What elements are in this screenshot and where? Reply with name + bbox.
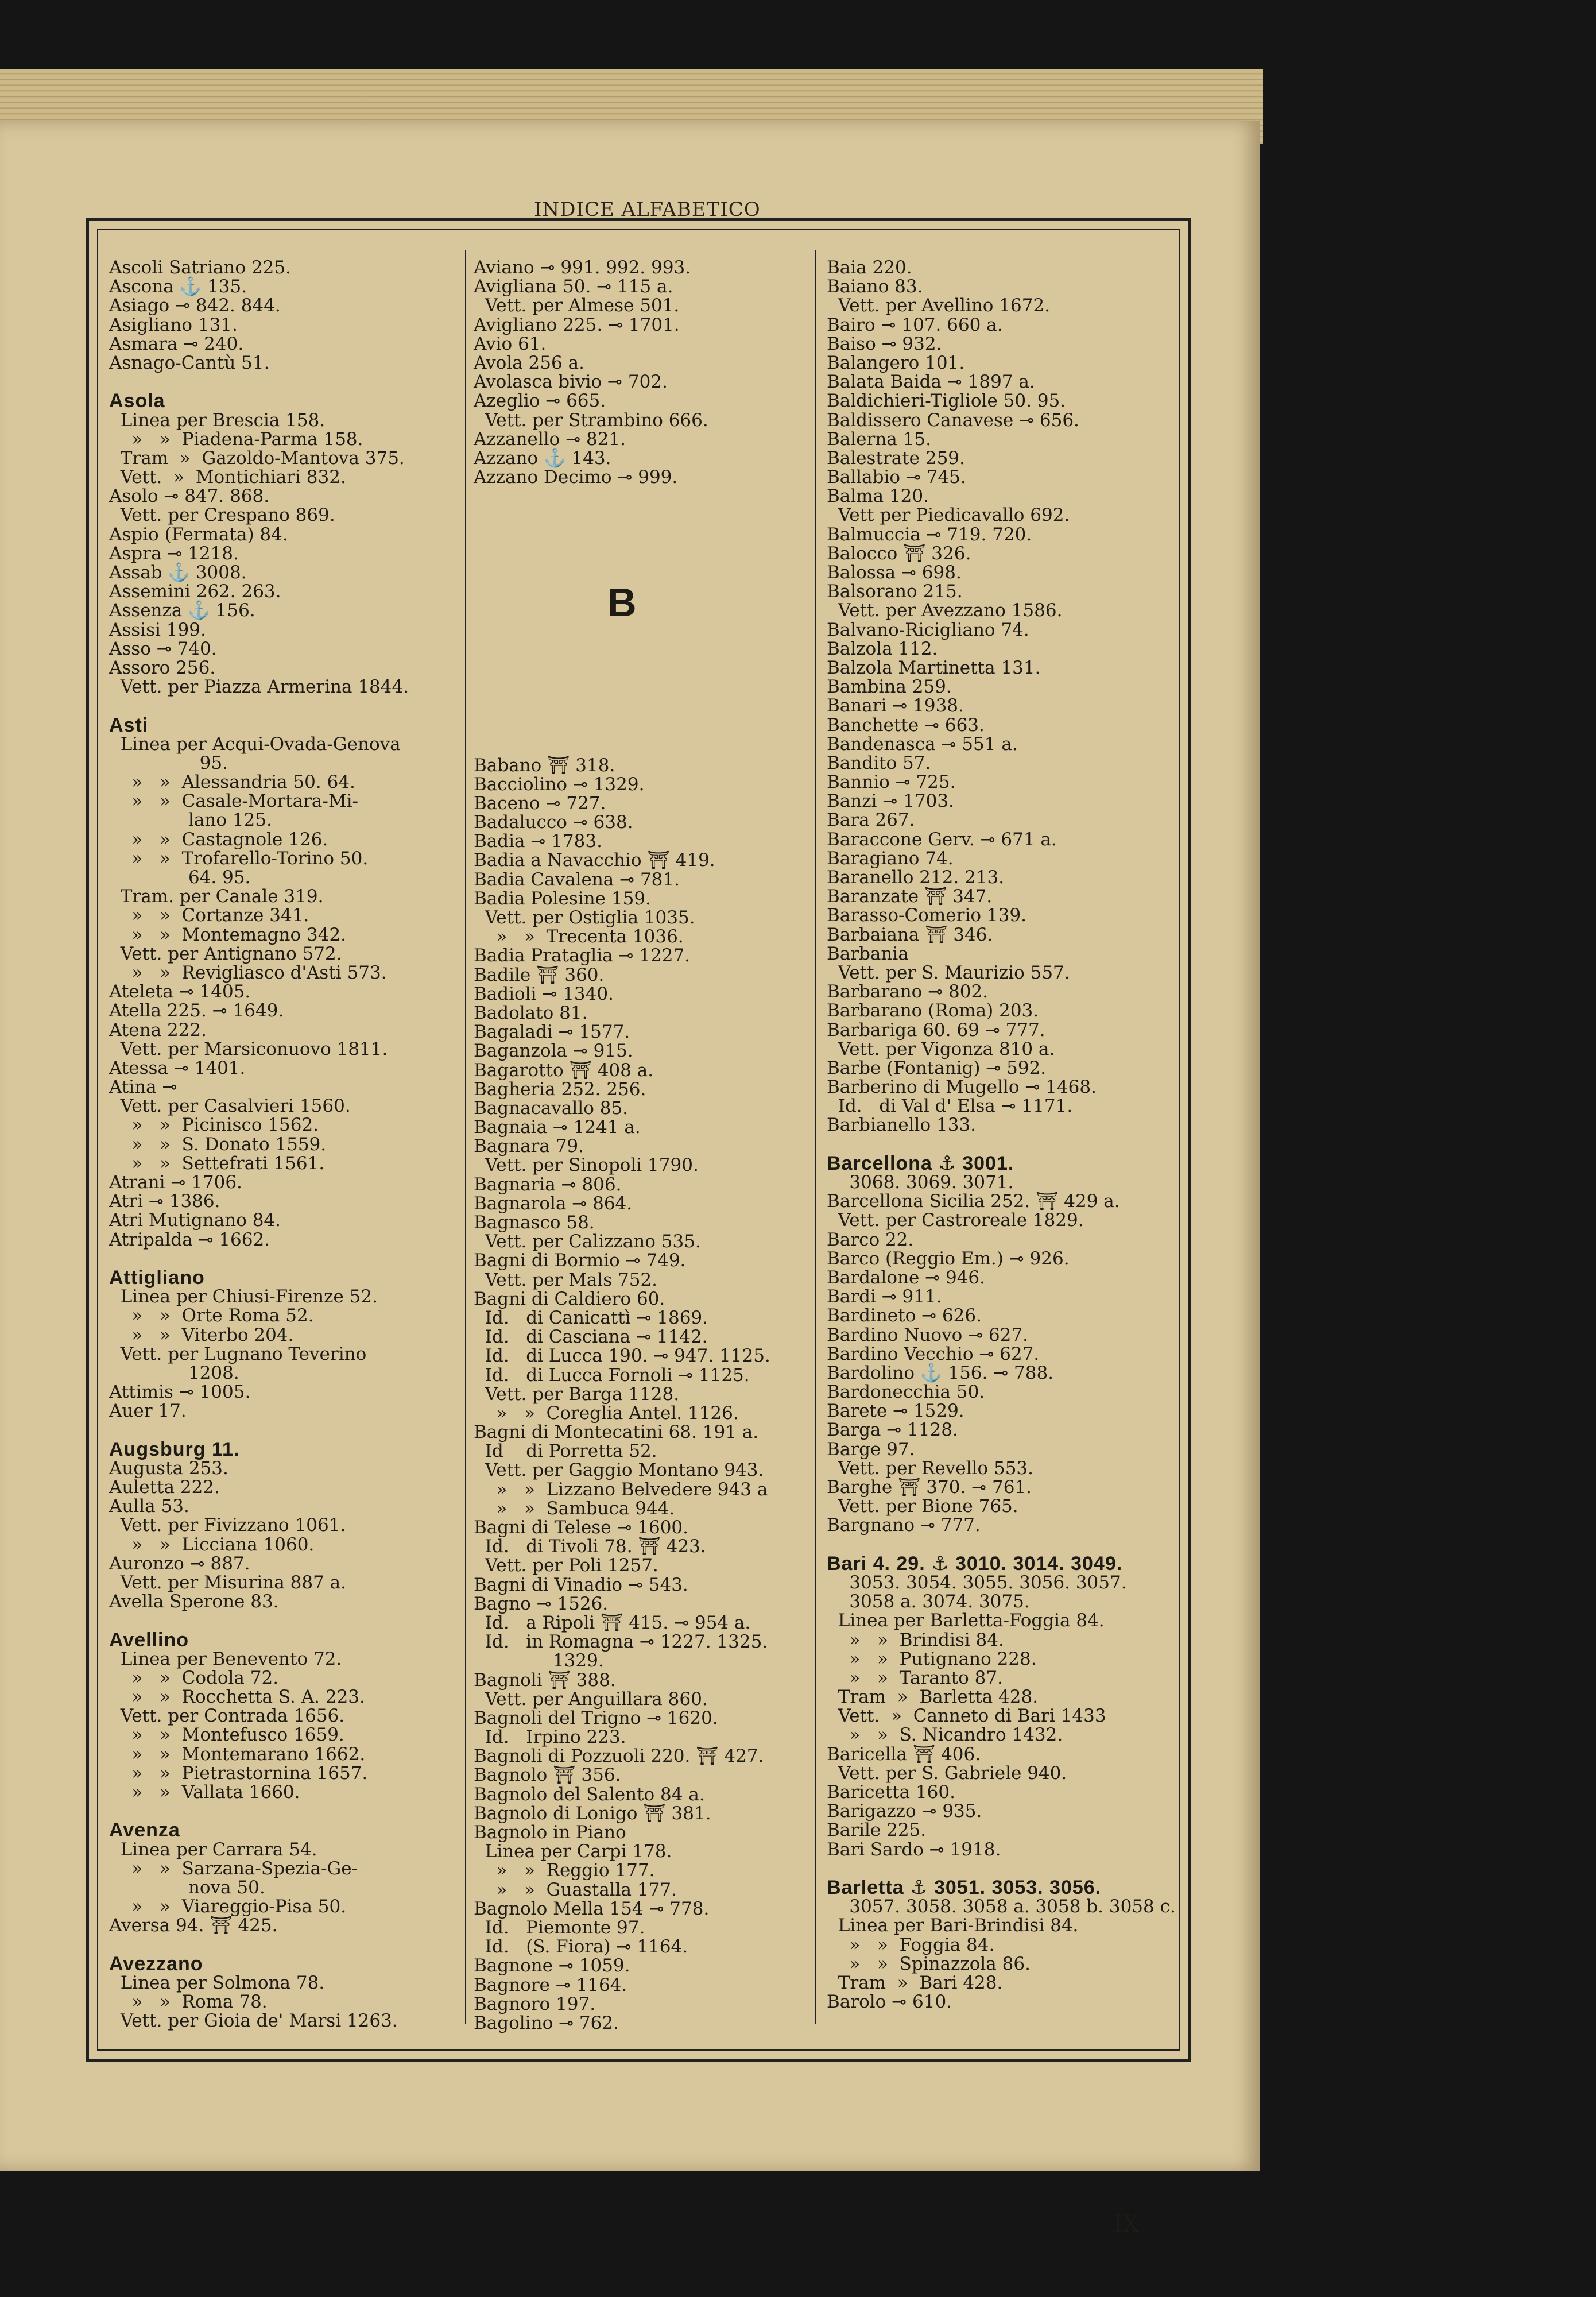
index-entry: Balzola 112. [827, 638, 938, 659]
index-entry: Id. Piemonte 97. [474, 1917, 645, 1938]
index-entry: Bandenasca ⊸ 551 a. [827, 733, 1018, 755]
index-entry: » » Vallata 1660. [109, 1782, 300, 1803]
index-entry: » » Taranto 87. [827, 1667, 1003, 1688]
spacer [474, 622, 770, 641]
index-entry: » » Brindisi 84. [827, 1629, 1004, 1650]
spacer [474, 699, 770, 718]
index-entry: Bagnoli di Pozzuoli 220. ⛩ 427. [474, 1746, 764, 1767]
index-entry: Bagnone ⊸ 1059. [474, 1955, 630, 1977]
index-entry: Bargnano ⊸ 777. [827, 1515, 981, 1536]
index-entry: 3058 a. 3074. 3075. [827, 1591, 1030, 1612]
index-entry: Avella Sperone 83. [109, 1591, 279, 1612]
index-entry: Aspio (Fermata) 84. [109, 524, 288, 545]
index-entry: Baraccone Gerv. ⊸ 671 a. [827, 829, 1057, 850]
page-number: IX [1114, 2211, 1140, 2237]
index-entry: » » Coreglia Antel. 1126. [474, 1402, 739, 1424]
index-entry: Vett. per Avezzano 1586. [827, 600, 1063, 621]
spacer [109, 1250, 409, 1269]
index-entry: Avigliana 50. ⊸ 115 a. [474, 276, 673, 297]
column-divider [465, 250, 466, 2024]
spacer [109, 1802, 409, 1821]
index-entry: » » Codola 72. [109, 1667, 279, 1688]
index-entry: Vett per Piedicavallo 692. [827, 505, 1070, 526]
index-entry: » » Licciana 1060. [109, 1534, 315, 1555]
index-entry: Asiago ⊸ 842. 844. [109, 295, 281, 316]
index-entry: Bagnolo di Lonigo ⛩ 381. [474, 1803, 711, 1824]
index-column-1 [109, 258, 409, 2031]
index-entry: » » Settefrati 1561. [109, 1153, 325, 1174]
index-entry: Bagno ⊸ 1526. [474, 1593, 609, 1614]
index-entry: Asmara ⊸ 240. [109, 333, 244, 354]
index-heading: Avezzano [109, 1952, 203, 1975]
index-entry: 3068. 3069. 3071. [827, 1172, 1014, 1193]
index-entry: Asnago-Cantù 51. [109, 352, 270, 373]
index-entry: Barbarano ⊸ 802. [827, 981, 989, 1003]
index-entry: Barete ⊸ 1529. [827, 1401, 964, 1422]
index-entry: Avigliano 225. ⊸ 1701. [474, 314, 680, 335]
index-entry: Vett. per Poli 1257. [474, 1555, 658, 1576]
index-entry: Balsorano 215. [827, 581, 963, 602]
index-entry: Bagaladi ⊸ 1577. [474, 1022, 630, 1043]
index-entry: » » Reggio 177. [474, 1860, 655, 1881]
spacer [474, 487, 770, 506]
index-entry: Barghe ⛩ 370. ⊸ 761. [827, 1477, 1032, 1498]
index-entry: Assoro 256. [109, 657, 216, 678]
index-heading: Avenza [109, 1819, 180, 1842]
index-entry: » » Foggia 84. [827, 1934, 995, 1955]
index-entry: Bambina 259. [827, 676, 952, 698]
index-entry: Banari ⊸ 1938. [827, 695, 964, 717]
index-entry: » » Montemagno 342. [109, 924, 347, 945]
index-entry: Bacciolino ⊸ 1329. [474, 774, 645, 795]
index-entry: Barasso-Comerio 139. [827, 905, 1026, 926]
index-entry: Vett. per Vigonza 810 a. [827, 1038, 1055, 1059]
index-entry: Bagnarola ⊸ 864. [474, 1193, 633, 1214]
index-entry: 1329. [474, 1650, 604, 1672]
index-entry: Bagnacavallo 85. [474, 1097, 629, 1119]
index-heading: Bari 4. 29. ⚓ 3010. 3014. 3049. [827, 1552, 1123, 1575]
index-entry: Atena 222. [109, 1019, 207, 1041]
index-entry: Barga ⊸ 1128. [827, 1420, 958, 1441]
index-entry: Bandito 57. [827, 752, 931, 774]
index-entry: Barcellona Sicilia 252. ⛩ 429 a. [827, 1191, 1120, 1212]
index-entry: Id di Porretta 52. [474, 1441, 657, 1462]
spacer [474, 525, 770, 544]
index-column-2 [474, 258, 770, 2033]
index-entry: Vett. per Lugnano Teverino [109, 1343, 367, 1364]
spacer [109, 1611, 409, 1630]
index-entry: » » Roma 78. [109, 1991, 268, 2013]
index-entry: Tram. per Canale 319. [109, 886, 324, 907]
spacer [109, 697, 409, 716]
index-entry: 3057. 3058. 3058 a. 3058 b. 3058 c. [827, 1896, 1176, 1917]
spacer [474, 680, 770, 699]
index-entry: Bagnoro 197. [474, 1993, 596, 2014]
index-entry: Id. di Canicattì ⊸ 1869. [474, 1307, 708, 1328]
index-entry: Atri Mutignano 84. [109, 1210, 281, 1231]
index-entry: Baiano 83. [827, 276, 923, 297]
index-entry: » » Lizzano Belvedere 943 a [474, 1479, 768, 1500]
index-entry: Id. (S. Fiora) ⊸ 1164. [474, 1936, 688, 1958]
index-entry: Vett. per S. Maurizio 557. [827, 962, 1070, 983]
index-heading: Barcellona ⚓ 3001. [827, 1152, 1014, 1174]
index-entry: Atina ⊸ [109, 1077, 177, 1098]
page-header: INDICE ALFABETICO [534, 198, 761, 221]
index-entry: Id. di Val d' Elsa ⊸ 1171. [827, 1096, 1073, 1117]
index-entry: Barbariga 60. 69 ⊸ 777. [827, 1019, 1045, 1041]
spacer [474, 506, 770, 525]
index-entry: Asolo ⊸ 847. 868. [109, 486, 270, 507]
index-entry: Bairo ⊸ 107. 660 a. [827, 314, 1003, 335]
index-entry: Balzola Martinetta 131. [827, 657, 1041, 678]
index-entry: Vett. per Mals 752. [474, 1269, 658, 1290]
index-entry: Balocco ⛩ 326. [827, 543, 971, 564]
index-entry: Balangero 101. [827, 352, 965, 373]
index-entry: Baranzate ⛩ 347. [827, 886, 993, 907]
index-entry: Linea per Acqui-Ovada-Genova [109, 733, 401, 755]
index-entry: Vett. per Fivizzano 1061. [109, 1515, 346, 1536]
index-entry: Bagnoli del Trigno ⊸ 1620. [474, 1707, 718, 1728]
index-entry: » » Rocchetta S. A. 223. [109, 1687, 365, 1708]
index-entry: Baragiano 74. [827, 848, 954, 869]
index-entry: Vett. per Calizzano 535. [474, 1231, 701, 1252]
index-entry: Vett. per Ostiglia 1035. [474, 907, 695, 928]
index-entry: Tram » Gazoldo-Mantova 375. [109, 447, 405, 469]
index-entry: Bagni di Vinadio ⊸ 543. [474, 1574, 688, 1595]
index-entry: Ballabio ⊸ 745. [827, 467, 966, 488]
index-entry: Balossa ⊸ 698. [827, 562, 962, 583]
index-entry: » » Viareggio-Pisa 50. [109, 1896, 347, 1917]
index-entry: Bagnolo ⛩ 356. [474, 1765, 621, 1786]
index-entry: Baia 220. [827, 257, 912, 278]
index-entry: Bagolino ⊸ 762. [474, 2012, 619, 2033]
section-letter: B [607, 580, 637, 625]
index-entry: » » Montefusco 1659. [109, 1724, 344, 1746]
index-entry: » » Guastalla 177. [474, 1879, 677, 1900]
index-entry: » » Trofarello-Torino 50. [109, 848, 369, 869]
index-entry: Vett. per Misurina 887 a. [109, 1572, 347, 1593]
spacer [827, 1536, 1176, 1554]
index-entry: Vett. per Anguillara 860. [474, 1688, 708, 1710]
index-entry: Linea per Carrara 54. [109, 1839, 317, 1860]
index-entry: Barbaiana ⛩ 346. [827, 924, 993, 945]
index-entry: Vett. per Barga 1128. [474, 1383, 680, 1405]
index-entry: Bardino Nuovo ⊸ 627. [827, 1324, 1028, 1345]
index-entry: » » Orte Roma 52. [109, 1305, 314, 1327]
index-entry: Vett. per Gaggio Montano 943. [474, 1460, 764, 1481]
index-entry: Bardino Vecchio ⊸ 627. [827, 1343, 1040, 1364]
index-entry: Vett. per Avellino 1672. [827, 295, 1051, 316]
index-entry: » » Cortanze 341. [109, 905, 309, 926]
index-entry: » » Revigliasco d'Asti 573. [109, 962, 387, 983]
index-entry: Bagnolo Mella 154 ⊸ 778. [474, 1898, 710, 1919]
column-divider [815, 250, 816, 2024]
spacer [827, 1135, 1176, 1154]
index-entry: Aulla 53. [109, 1496, 189, 1517]
index-entry: Baranello 212. 213. [827, 867, 1005, 888]
spacer [827, 1859, 1176, 1878]
index-entry: Auletta 222. [109, 1477, 220, 1498]
spacer [109, 1421, 409, 1440]
index-entry: Vett. per Strambino 666. [474, 409, 708, 431]
index-entry: Barolo ⊸ 610. [827, 1991, 952, 2013]
index-entry: » » Castagnole 126. [109, 829, 328, 850]
index-entry: Balestrate 259. [827, 447, 965, 469]
index-entry: Vett. per Gioia de' Marsi 1263. [109, 2010, 398, 2032]
index-entry: » » Alessandria 50. 64. [109, 772, 355, 793]
index-entry: Ascona ⚓ 135. [109, 276, 247, 297]
index-entry: » » Sarzana-Spezia-Ge- [109, 1858, 358, 1879]
index-entry: lano 125. [109, 810, 272, 831]
index-entry: Barigazzo ⊸ 935. [827, 1801, 982, 1822]
index-entry: Auer 17. [109, 1401, 187, 1422]
index-entry: Bardalone ⊸ 946. [827, 1267, 986, 1288]
index-entry: Linea per Brescia 158. [109, 409, 326, 431]
index-entry: 64. 95. [109, 867, 251, 888]
index-entry: Bagheria 252. 256. [474, 1078, 646, 1100]
index-entry: Ateleta ⊸ 1405. [109, 981, 251, 1003]
index-entry: Badia Polesine 159. [474, 888, 651, 909]
index-entry: Badalucco ⊸ 638. [474, 812, 633, 833]
index-entry: 95. [109, 752, 228, 774]
index-entry: Linea per Solmona 78. [109, 1972, 325, 1993]
index-entry: Assenza ⚓ 156. [109, 600, 255, 621]
index-entry: Banzi ⊸ 1703. [827, 791, 954, 812]
index-entry: » » Montemarano 1662. [109, 1743, 366, 1765]
index-entry: Avio 61. [474, 333, 547, 354]
index-entry: » » Pietrastornina 1657. [109, 1762, 368, 1784]
index-entry: Balerna 15. [827, 428, 931, 450]
index-entry: Azeglio ⊸ 665. [474, 390, 606, 412]
index-entry: Banchette ⊸ 663. [827, 714, 985, 736]
spacer [474, 737, 770, 756]
index-entry: Linea per Chiusi-Firenze 52. [109, 1286, 378, 1308]
index-entry: Barbe (Fontanig) ⊸ 592. [827, 1057, 1047, 1078]
index-entry: Bagni di Bormio ⊸ 749. [474, 1250, 686, 1271]
index-entry: Bagni di Caldiero 60. [474, 1288, 665, 1309]
index-entry: Bardineto ⊸ 626. [827, 1305, 982, 1327]
index-entry: Baceno ⊸ 727. [474, 792, 606, 814]
index-entry: Bardi ⊸ 911. [827, 1286, 942, 1308]
index-column-3 [827, 258, 1176, 2012]
index-entry: Vett. per Contrada 1656. [109, 1706, 345, 1727]
index-heading: Augsburg 11. [109, 1438, 240, 1460]
index-entry: 3053. 3054. 3055. 3056. 3057. [827, 1572, 1127, 1593]
index-entry: Vett. per Castroreale 1829. [827, 1210, 1084, 1231]
index-entry: Vett. per Revello 553. [827, 1457, 1033, 1479]
index-entry: Linea per Bari-Brindisi 84. [827, 1915, 1079, 1936]
index-entry: Vett. per Piazza Armerina 1844. [109, 676, 409, 698]
index-entry: Baiso ⊸ 932. [827, 333, 942, 354]
index-entry: Barile 225. [827, 1820, 927, 1841]
index-entry: Tram » Bari 428. [827, 1972, 1003, 1993]
index-entry: Bari Sardo ⊸ 1918. [827, 1839, 1001, 1860]
index-entry: nova 50. [109, 1877, 265, 1898]
index-entry: Badia Prataglia ⊸ 1227. [474, 945, 691, 966]
index-entry: Baricella ⛩ 406. [827, 1743, 981, 1765]
index-entry: Bagnaria ⊸ 806. [474, 1174, 622, 1195]
index-entry: Badile ⛩ 360. [474, 964, 605, 985]
index-entry: Vett. per Bione 765. [827, 1496, 1018, 1517]
index-entry: Barco (Reggio Em.) ⊸ 926. [827, 1248, 1070, 1269]
index-entry: Id. in Romagna ⊸ 1227. 1325. [474, 1631, 768, 1653]
spacer [474, 544, 770, 563]
index-entry: Vett. per Crespano 869. [109, 505, 335, 526]
index-entry: Avola 256 a. [474, 352, 584, 373]
index-entry: Baldissero Canavese ⊸ 656. [827, 409, 1079, 431]
index-entry: Balmuccia ⊸ 719. 720. [827, 524, 1032, 545]
index-entry: Azzano Decimo ⊸ 999. [474, 467, 678, 488]
index-entry: Vett. per Marsiconuovo 1811. [109, 1038, 388, 1059]
index-entry: Bagarotto ⛩ 408 a. [474, 1059, 654, 1081]
index-entry: Bagnore ⊸ 1164. [474, 1974, 627, 1996]
index-entry: Tram » Barletta 428. [827, 1687, 1039, 1708]
index-entry: » » Spinazzola 86. [827, 1953, 1031, 1974]
index-entry: Bardonecchia 50. [827, 1382, 985, 1403]
index-entry: Id. di Tivoli 78. ⛩ 423. [474, 1536, 706, 1557]
index-entry: Barbianello 133. [827, 1115, 977, 1136]
index-entry: Barge 97. [827, 1438, 915, 1460]
index-entry: Vett. per Antignano 572. [109, 943, 342, 964]
index-entry: Baricetta 160. [827, 1782, 955, 1803]
index-entry: » » Casale-Mortara-Mi- [109, 791, 359, 812]
index-entry: Linea per Benevento 72. [109, 1648, 342, 1669]
index-heading: Asti [109, 714, 149, 736]
index-entry: Badolato 81. [474, 1002, 588, 1023]
index-entry: Atrani ⊸ 1706. [109, 1172, 242, 1193]
index-entry: Atri ⊸ 1386. [109, 1191, 220, 1212]
index-entry: Badia a Navacchio ⛩ 419. [474, 850, 715, 871]
index-entry: Vett. » Canneto di Bari 1433 [827, 1706, 1106, 1727]
index-entry: Augusta 253. [109, 1457, 228, 1479]
index-entry: Vett. per S. Gabriele 940. [827, 1762, 1067, 1784]
index-entry: Azzano ⚓ 143. [474, 447, 611, 469]
index-entry: Id. di Lucca Fornoli ⊸ 1125. [474, 1364, 750, 1386]
index-entry: Barbarano (Roma) 203. [827, 1000, 1039, 1022]
index-entry: Attimis ⊸ 1005. [109, 1382, 251, 1403]
index-entry: Balma 120. [827, 486, 929, 507]
index-entry: » » Picinisco 1562. [109, 1115, 319, 1136]
index-entry: Badia Cavalena ⊸ 781. [474, 869, 680, 890]
index-entry: » » Piadena-Parma 158. [109, 428, 363, 450]
index-entry: Id. di Lucca 190. ⊸ 947. 1125. [474, 1345, 770, 1367]
index-entry: Barco 22. [827, 1229, 914, 1250]
index-entry: Bagnaia ⊸ 1241 a. [474, 1117, 641, 1138]
index-entry: Bagnara 79. [474, 1136, 584, 1157]
index-entry: Bagnolo in Piano [474, 1822, 626, 1843]
spacer [109, 1936, 409, 1955]
index-entry: » » Sambuca 944. [474, 1498, 675, 1519]
index-entry: Barbania [827, 943, 909, 964]
index-entry: Assisi 199. [109, 619, 206, 640]
index-entry: Id. a Ripoli ⛩ 415. ⊸ 954 a. [474, 1612, 751, 1633]
index-entry: » » S. Nicandro 1432. [827, 1724, 1063, 1746]
index-entry: Id. di Casciana ⊸ 1142. [474, 1327, 708, 1348]
index-entry: Bagni di Montecatini 68. 191 a. [474, 1422, 759, 1443]
book-page [0, 121, 1260, 2237]
index-heading: Avellino [109, 1629, 189, 1651]
index-heading: Asola [109, 390, 165, 412]
index-entry: Babano ⛩ 318. [474, 755, 615, 776]
index-entry: Bagni di Telese ⊸ 1600. [474, 1517, 689, 1538]
index-entry: Baganzola ⊸ 915. [474, 1041, 633, 1062]
index-entry: 1208. [109, 1362, 239, 1383]
index-heading: Barletta ⚓ 3051. 3053. 3056. [827, 1876, 1102, 1898]
index-entry: Balata Baida ⊸ 1897 a. [827, 372, 1035, 393]
index-entry: Bardolino ⚓ 156. ⊸ 788. [827, 1362, 1054, 1383]
spacer [109, 373, 409, 392]
index-entry: Aspra ⊸ 1218. [109, 543, 239, 564]
index-entry: Badia ⊸ 1783. [474, 831, 602, 852]
index-entry: Vett. per Almese 501. [474, 295, 680, 316]
index-entry: Baldichieri-Tigliole 50. 95. [827, 390, 1066, 412]
index-entry: Assab ⚓ 3008. [109, 562, 247, 583]
spacer [474, 718, 770, 737]
spacer [474, 641, 770, 660]
index-entry: Id. Irpino 223. [474, 1727, 626, 1748]
index-entry: » » Trecenta 1036. [474, 926, 684, 948]
index-entry: Barberino di Mugello ⊸ 1468. [827, 1077, 1097, 1098]
index-entry: » » Viterbo 204. [109, 1324, 294, 1345]
index-entry: Aversa 94. ⛩ 425. [109, 1915, 278, 1936]
index-entry: Linea per Barletta-Foggia 84. [827, 1610, 1105, 1631]
index-entry: Vett. per Sinopoli 1790. [474, 1155, 699, 1176]
index-entry: Bagnolo del Salento 84 a. [474, 1784, 705, 1805]
index-entry: Badioli ⊸ 1340. [474, 983, 614, 1004]
index-entry: Atessa ⊸ 1401. [109, 1057, 246, 1078]
index-entry: Bannio ⊸ 725. [827, 772, 956, 793]
index-entry: Ascoli Satriano 225. [109, 257, 291, 278]
index-entry: Vett. per Casalvieri 1560. [109, 1096, 351, 1117]
index-entry: Linea per Carpi 178. [474, 1841, 672, 1862]
index-entry: Assemini 262. 263. [109, 581, 281, 602]
index-entry: Asso ⊸ 740. [109, 638, 217, 659]
index-entry: Atripalda ⊸ 1662. [109, 1229, 270, 1250]
index-entry: Asigliano 131. [109, 314, 238, 335]
index-entry: Balvano-Ricigliano 74. [827, 619, 1029, 640]
index-entry: Avolasca bivio ⊸ 702. [474, 372, 668, 393]
index-entry: Auronzo ⊸ 887. [109, 1553, 250, 1574]
index-entry: » » Putignano 228. [827, 1648, 1037, 1669]
index-entry: Bagnoli ⛩ 388. [474, 1669, 616, 1691]
spacer [474, 661, 770, 680]
index-entry: Bara 267. [827, 810, 915, 831]
index-heading: Attigliano [109, 1266, 205, 1289]
index-entry: Azzanello ⊸ 821. [474, 428, 626, 450]
index-entry: Aviano ⊸ 991. 992. 993. [474, 257, 691, 278]
index-entry: » » S. Donato 1559. [109, 1134, 327, 1155]
index-entry: Bagnasco 58. [474, 1212, 595, 1233]
index-entry: Atella 225. ⊸ 1649. [109, 1000, 284, 1022]
index-entry: Vett. » Montichiari 832. [109, 467, 346, 488]
